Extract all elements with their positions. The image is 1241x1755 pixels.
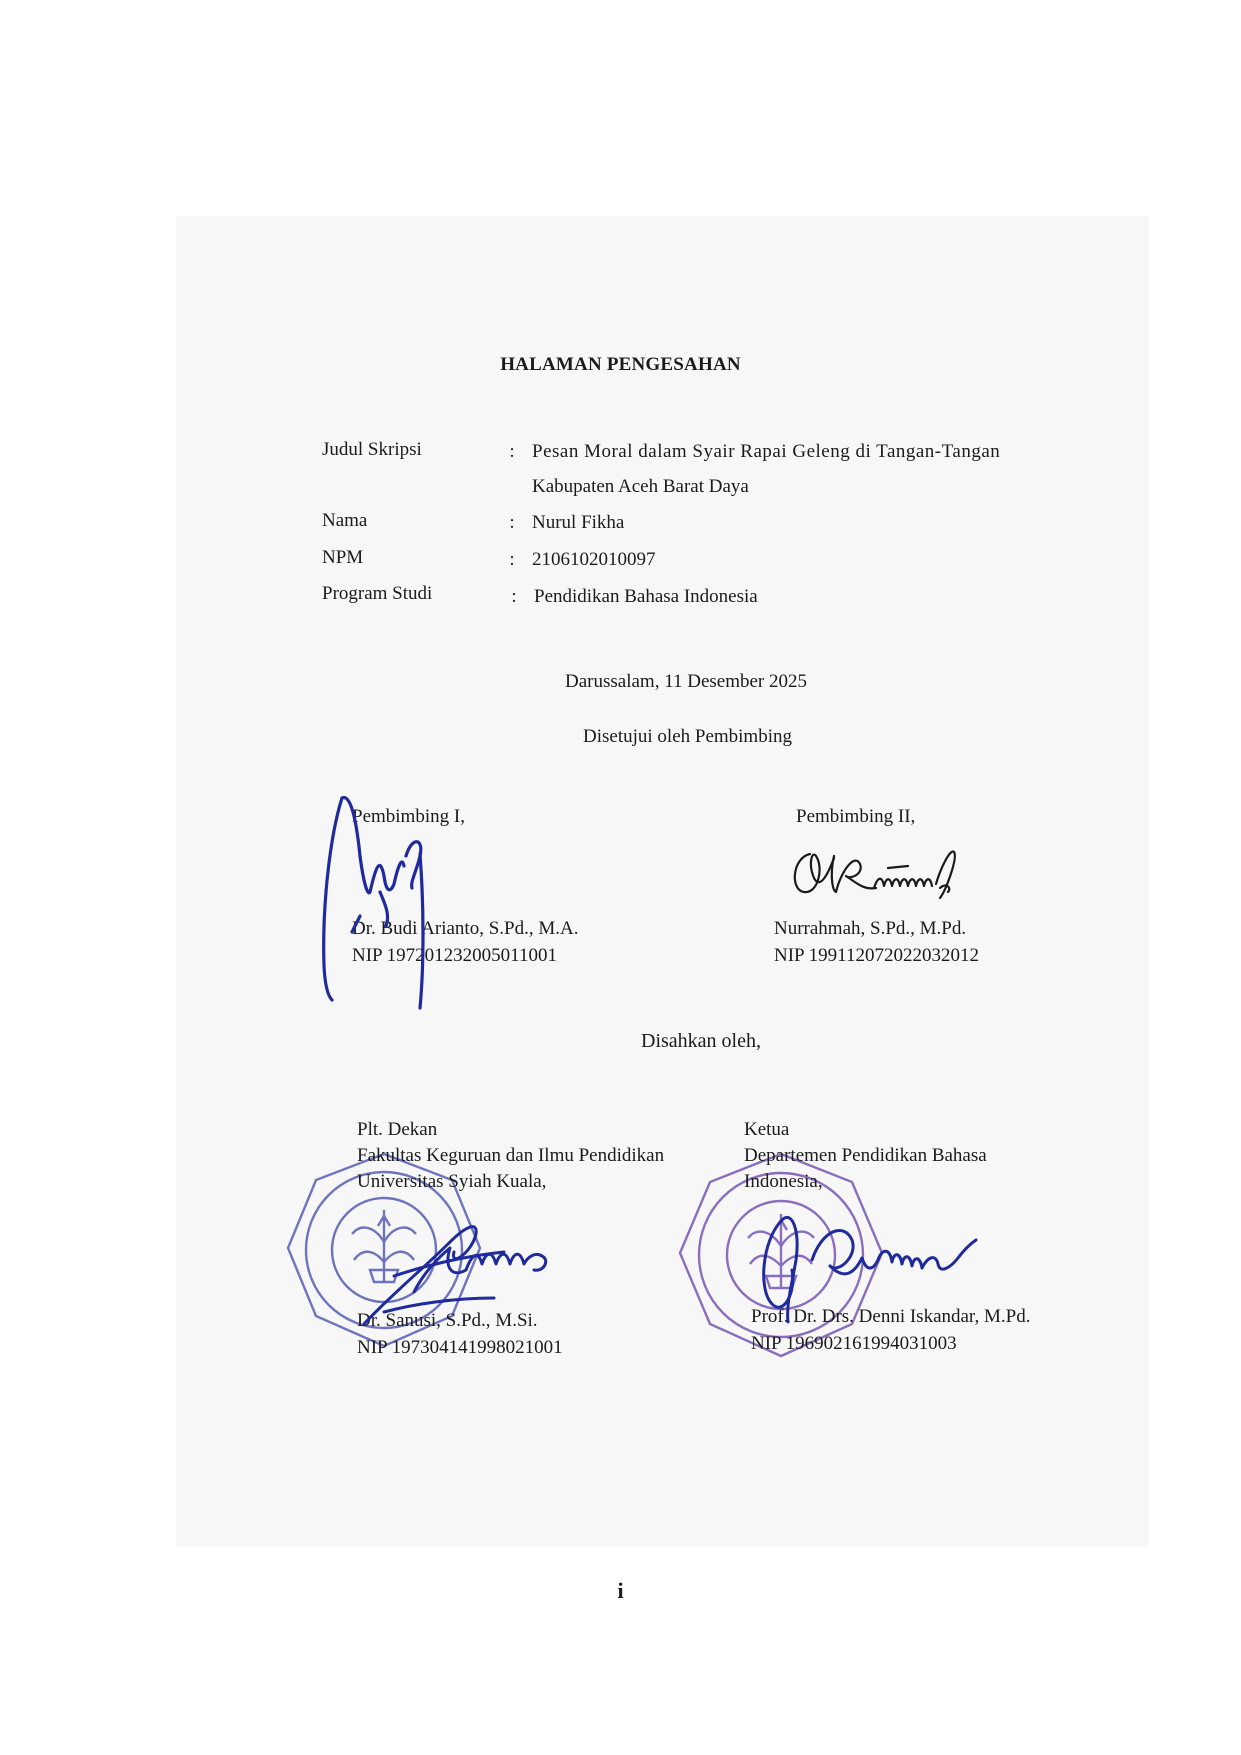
field-colon-prodi: : <box>511 586 517 607</box>
head-nip: NIP 196902161994031003 <box>751 1333 957 1354</box>
approved-by-heading: Disetujui oleh Pembimbing <box>583 726 792 747</box>
head-name: Prof. Dr. Drs. Denni Iskandar, M.Pd. <box>751 1306 1031 1327</box>
dean-role-line3: Universitas Syiah Kuala, <box>357 1171 547 1192</box>
supervisor2-nip: NIP 199112072022032012 <box>774 945 979 966</box>
field-value-judul-line2: Kabupaten Aceh Barat Daya <box>532 476 749 497</box>
supervisor1-signature <box>320 796 470 1016</box>
page-title: HALAMAN PENGESAHAN <box>500 354 741 375</box>
ratified-by-heading: Disahkan oleh, <box>641 1030 761 1052</box>
field-value-prodi: Pendidikan Bahasa Indonesia <box>534 586 758 607</box>
supervisor2-signature <box>790 844 970 904</box>
field-colon-judul: : <box>509 441 515 462</box>
field-value-npm: 2106102010097 <box>532 549 656 570</box>
head-role-line3: Indonesia, <box>744 1171 823 1192</box>
dean-nip: NIP 197304141998021001 <box>357 1337 563 1358</box>
place-date: Darussalam, 11 Desember 2025 <box>565 671 808 692</box>
dean-signature <box>354 1212 574 1332</box>
head-role-line2: Departemen Pendidikan Bahasa <box>744 1145 987 1166</box>
dean-role-line2: Fakultas Keguruan dan Ilmu Pendidikan <box>357 1145 665 1166</box>
field-value-nama: Nurul Fikha <box>532 512 625 533</box>
field-label-prodi: Program Studi <box>322 583 433 604</box>
supervisor1-nip: NIP 197201232005011001 <box>352 945 557 966</box>
field-label-judul: Judul Skripsi <box>322 439 422 460</box>
supervisor1-name: Dr. Budi Arianto, S.Pd., M.A. <box>352 918 579 939</box>
field-value-judul: Pesan Moral dalam Syair Rapai Geleng di Tangan-Tangan <box>532 441 1001 462</box>
supervisor2-name: Nurrahmah, S.Pd., M.Pd. <box>774 918 967 939</box>
field-label-nama: Nama <box>322 510 368 531</box>
field-label-npm: NPM <box>322 547 364 568</box>
page-number: i <box>617 1578 624 1603</box>
supervisor2-role: Pembimbing II, <box>796 806 916 827</box>
dean-name: Dr. Sanusi, S.Pd., M.Si. <box>357 1310 538 1331</box>
field-colon-nama: : <box>509 512 515 533</box>
field-colon-npm: : <box>509 549 515 570</box>
dean-role-line1: Plt. Dekan <box>357 1119 438 1140</box>
head-role-line1: Ketua <box>744 1119 790 1140</box>
head-signature <box>752 1200 982 1330</box>
supervisor1-role: Pembimbing I, <box>352 806 465 827</box>
